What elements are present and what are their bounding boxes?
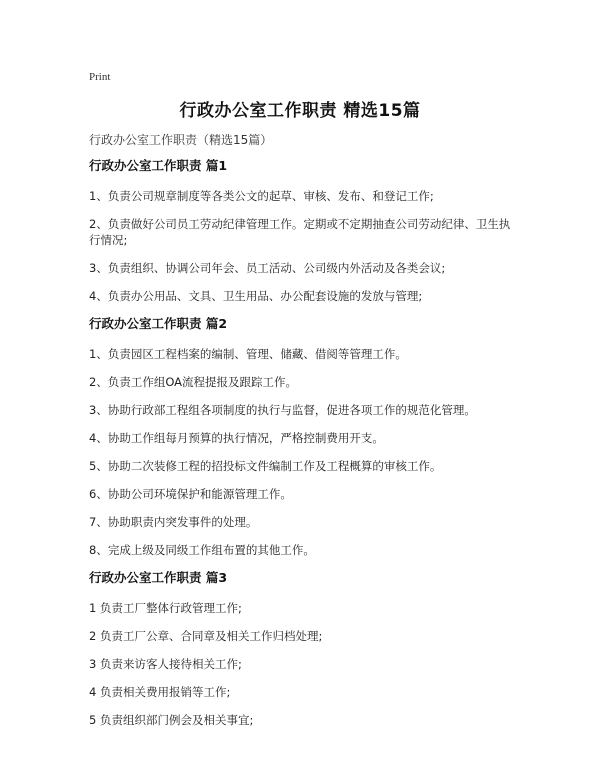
document-body bbox=[89, 158, 519, 740]
print-label: Print bbox=[89, 71, 111, 83]
list-item: 6、协助公司环境保护和能源管理工作。 bbox=[89, 487, 292, 501]
list-item: 3、协助行政部工程组各项制度的执行与监督，促进各项工作的规范化管理。 bbox=[89, 403, 476, 417]
list-item: 2、负责做好公司员工劳动纪律管理工作。定期或不定期抽查公司劳动纪律、卫生执行情况; bbox=[89, 217, 511, 247]
list-item: 4、协助工作组每月预算的执行情况，严格控制费用开支。 bbox=[89, 431, 384, 445]
list-item: 4 负责相关费用报销等工作; bbox=[89, 685, 231, 699]
list-item: 5 负责组织部门例会及相关事宜; bbox=[89, 713, 254, 727]
list-item: 3、负责组织、协调公司年会、员工活动、公司级内外活动及各类会议; bbox=[89, 261, 446, 275]
list-item: 5、协助二次装修工程的招投标文件编制工作及工程概算的审核工作。 bbox=[89, 459, 442, 473]
list-item: 1、负责园区工程档案的编制、管理、储藏、借阅等管理工作。 bbox=[89, 347, 407, 361]
list-item: 8、完成上级及同级工作组布置的其他工作。 bbox=[89, 543, 315, 557]
section-heading: 行政办公室工作职责 篇2 bbox=[89, 316, 228, 331]
document-subtitle: 行政办公室工作职责（精选15篇） bbox=[89, 133, 273, 147]
list-item: 1、负责公司规章制度等各类公文的起草、审核、发布、和登记工作; bbox=[89, 189, 434, 203]
list-item: 3 负责来访客人接待相关工作; bbox=[89, 657, 242, 671]
list-item: 1 负责工厂整体行政管理工作; bbox=[89, 601, 242, 615]
list-item: 2、负责工作组OA流程提报及跟踪工作。 bbox=[89, 375, 298, 389]
page-title: 行政办公室工作职责 精选15篇 bbox=[179, 101, 421, 121]
section-heading: 行政办公室工作职责 篇1 bbox=[89, 158, 228, 173]
list-item: 4、负责办公用品、文具、卫生用品、办公配套设施的发放与管理; bbox=[89, 289, 423, 303]
list-item: 7、协助职责内突发事件的处理。 bbox=[89, 515, 258, 529]
section-heading: 行政办公室工作职责 篇3 bbox=[89, 570, 228, 585]
list-item: 2 负责工厂公章、合同章及相关工作归档处理; bbox=[89, 629, 323, 643]
